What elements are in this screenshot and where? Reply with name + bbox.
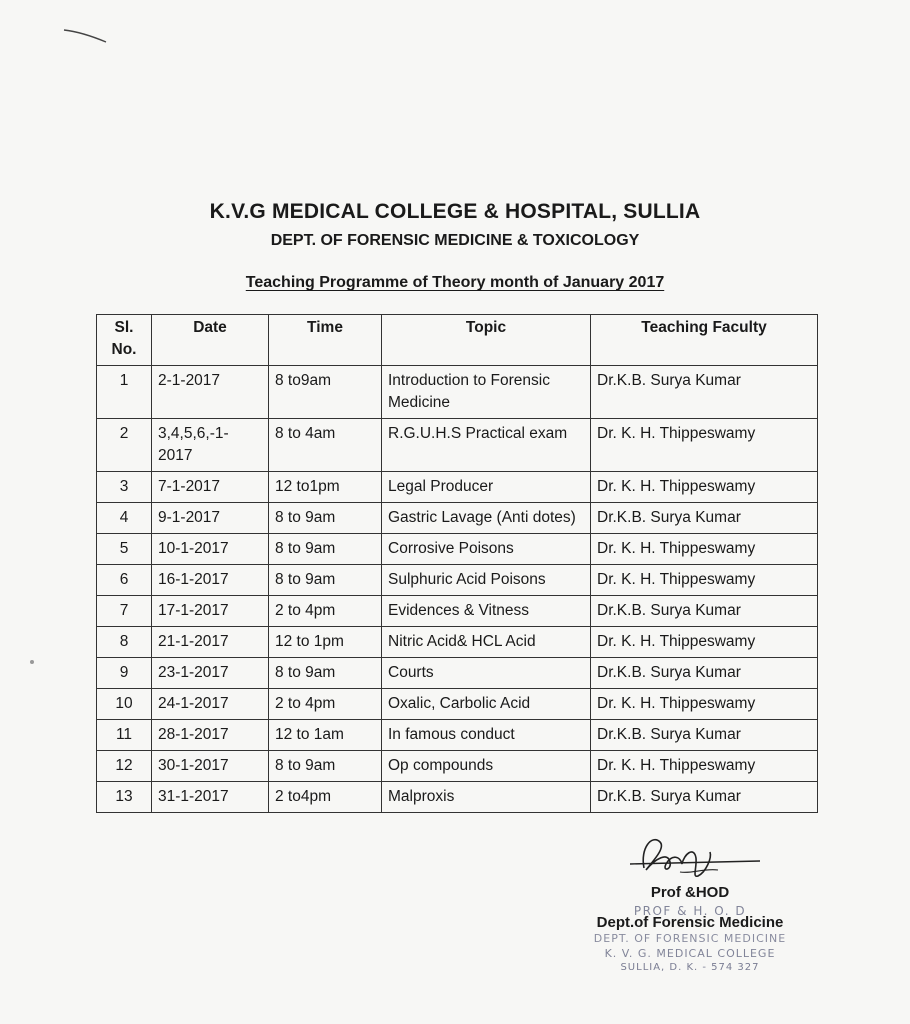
college-title: K.V.G MEDICAL COLLEGE & HOSPITAL, SULLIA — [209, 200, 701, 223]
cell-sl: 9 — [97, 658, 152, 689]
cell-faculty: Dr. K. H. Thippeswamy — [591, 534, 818, 565]
pen-stroke-mark — [62, 26, 108, 44]
cell-time: 12 to1pm — [269, 472, 382, 503]
table-row — [97, 627, 818, 658]
table-row — [97, 503, 818, 534]
cell-sl: 11 — [97, 720, 152, 751]
cell-topic: Op compounds — [382, 751, 591, 782]
cell-sl: 13 — [97, 782, 152, 813]
cell-date: 3,4,5,6,-1-2017 — [152, 419, 269, 472]
stamp-line-address: SULLIA, D. K. - 574 327 — [620, 962, 760, 973]
cell-time: 2 to4pm — [269, 782, 382, 813]
signatory-department: Dept.of Forensic Medicine — [596, 914, 784, 931]
cell-time: 8 to9am — [269, 366, 382, 419]
cell-time: 8 to 9am — [269, 658, 382, 689]
cell-sl: 10 — [97, 689, 152, 720]
cell-topic: In famous conduct — [382, 720, 591, 751]
table-header-row — [97, 315, 818, 366]
cell-time: 8 to 9am — [269, 565, 382, 596]
cell-topic: Corrosive Poisons — [382, 534, 591, 565]
cell-sl: 5 — [97, 534, 152, 565]
cell-faculty: Dr. K. H. Thippeswamy — [591, 472, 818, 503]
cell-date: 31-1-2017 — [152, 782, 269, 813]
cell-time: 2 to 4pm — [269, 596, 382, 627]
cell-date: 30-1-2017 — [152, 751, 269, 782]
programme-heading — [0, 274, 910, 292]
cell-time: 8 to 9am — [269, 751, 382, 782]
cell-time: 8 to 9am — [269, 503, 382, 534]
cell-topic: Introduction to Forensic Medicine — [382, 366, 591, 419]
cell-topic: Legal Producer — [382, 472, 591, 503]
table-row — [97, 658, 818, 689]
cell-time: 2 to 4pm — [269, 689, 382, 720]
cell-date: 16-1-2017 — [152, 565, 269, 596]
header-sl-no: Sl. No. — [97, 315, 152, 366]
cell-time: 12 to 1pm — [269, 627, 382, 658]
table-row — [97, 720, 818, 751]
cell-sl: 6 — [97, 565, 152, 596]
cell-faculty: Dr.K.B. Surya Kumar — [591, 596, 818, 627]
cell-topic: Oxalic, Carbolic Acid — [382, 689, 591, 720]
table-row — [97, 689, 818, 720]
cell-time: 12 to 1am — [269, 720, 382, 751]
department-title: DEPT. OF FORENSIC MEDICINE & TOXICOLOGY — [270, 232, 640, 249]
table-row — [97, 751, 818, 782]
cell-date: 7-1-2017 — [152, 472, 269, 503]
cell-topic: R.G.U.H.S Practical exam — [382, 419, 591, 472]
header-teaching-faculty: Teaching Faculty — [591, 315, 818, 366]
cell-date: 28-1-2017 — [152, 720, 269, 751]
table-row — [97, 366, 818, 419]
cell-date: 17-1-2017 — [152, 596, 269, 627]
cell-sl: 12 — [97, 751, 152, 782]
header-date: Date — [152, 315, 269, 366]
table-row — [97, 596, 818, 627]
cell-topic: Courts — [382, 658, 591, 689]
cell-topic: Evidences & Vitness — [382, 596, 591, 627]
signatory-title: Prof &HOD — [650, 884, 730, 901]
cell-sl: 4 — [97, 503, 152, 534]
cell-date: 9-1-2017 — [152, 503, 269, 534]
cell-sl: 8 — [97, 627, 152, 658]
cell-date: 23-1-2017 — [152, 658, 269, 689]
header-time: Time — [269, 315, 382, 366]
table-row — [97, 419, 818, 472]
cell-time: 8 to 4am — [269, 419, 382, 472]
cell-faculty: Dr. K. H. Thippeswamy — [591, 751, 818, 782]
cell-faculty: Dr.K.B. Surya Kumar — [591, 782, 818, 813]
cell-time: 8 to 9am — [269, 534, 382, 565]
cell-faculty: Dr. K. H. Thippeswamy — [591, 689, 818, 720]
table-row — [97, 565, 818, 596]
table-row — [97, 782, 818, 813]
cell-sl: 3 — [97, 472, 152, 503]
table-row — [97, 472, 818, 503]
cell-topic: Nitric Acid& HCL Acid — [382, 627, 591, 658]
cell-faculty: Dr.K.B. Surya Kumar — [591, 366, 818, 419]
handwritten-signature — [622, 828, 762, 888]
signature-block — [560, 828, 820, 998]
cell-faculty: Dr. K. H. Thippeswamy — [591, 565, 818, 596]
cell-date: 21-1-2017 — [152, 627, 269, 658]
programme-heading-text: Teaching Programme of Theory month of January 2017 — [245, 274, 665, 291]
cell-topic: Sulphuric Acid Poisons — [382, 565, 591, 596]
cell-date: 24-1-2017 — [152, 689, 269, 720]
cell-date: 10-1-2017 — [152, 534, 269, 565]
cell-topic: Gastric Lavage (Anti dotes) — [382, 503, 591, 534]
cell-faculty: Dr.K.B. Surya Kumar — [591, 503, 818, 534]
cell-sl: 2 — [97, 419, 152, 472]
cell-faculty: Dr. K. H. Thippeswamy — [591, 419, 818, 472]
header-topic: Topic — [382, 315, 591, 366]
cell-faculty: Dr.K.B. Surya Kumar — [591, 658, 818, 689]
cell-date: 2-1-2017 — [152, 366, 269, 419]
cell-sl: 7 — [97, 596, 152, 627]
cell-sl: 1 — [97, 366, 152, 419]
cell-topic: Malproxis — [382, 782, 591, 813]
table-row — [97, 534, 818, 565]
cell-faculty: Dr.K.B. Surya Kumar — [591, 720, 818, 751]
scan-speck — [30, 660, 34, 664]
stamp-line-prof-hod: PROF & H. O. D — [633, 904, 747, 918]
stamp-line-dept: DEPT. OF FORENSIC MEDICINE — [593, 932, 787, 945]
cell-faculty: Dr. K. H. Thippeswamy — [591, 627, 818, 658]
teaching-schedule-table — [96, 314, 818, 813]
stamp-line-college: K. V. G. MEDICAL COLLEGE — [604, 947, 776, 960]
